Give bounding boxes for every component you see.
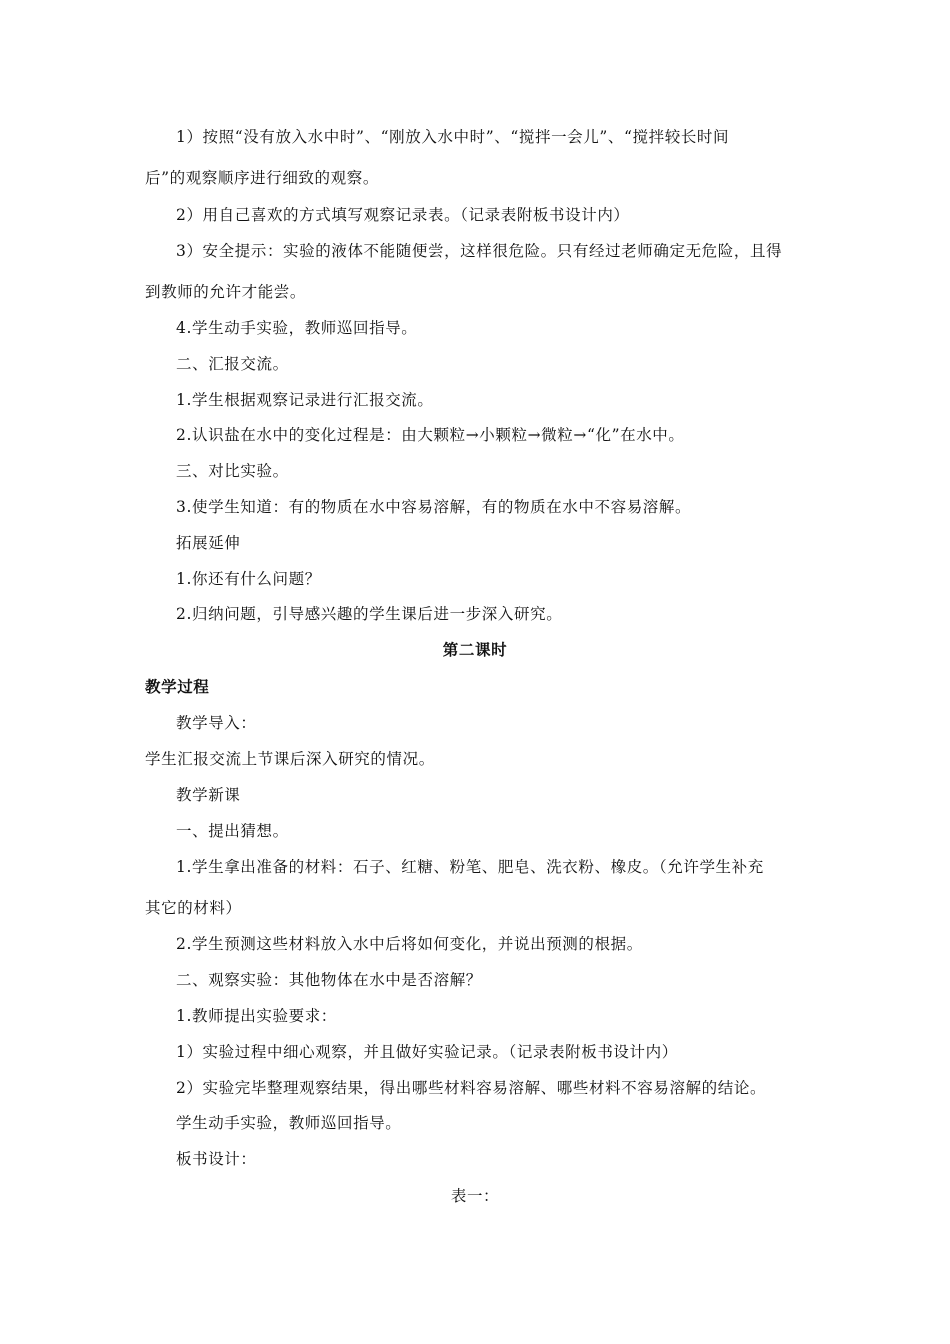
paragraph-line: 1.教师提出实验要求： bbox=[176, 1007, 337, 1025]
paragraph-line: 1.学生拿出准备的材料：石子、红糖、粉笔、肥皂、洗衣粉、橡皮。（允许学生补充 bbox=[176, 858, 764, 876]
paragraph-line: 1）实验过程中细心观察，并且做好实验记录。（记录表附板书设计内） bbox=[176, 1043, 678, 1061]
lesson-title: 第二课时 bbox=[442, 641, 508, 659]
paragraph-line: 后”的观察顺序进行细致的观察。 bbox=[145, 169, 379, 187]
section-heading: 二、观察实验：其他物体在水中是否溶解？ bbox=[176, 971, 482, 989]
paragraph-line: 其它的材料） bbox=[145, 899, 242, 917]
table-caption: 表一： bbox=[450, 1187, 500, 1205]
paragraph-line: 2.学生预测这些材料放入水中后将如何变化，并说出预测的根据。 bbox=[176, 935, 643, 953]
paragraph-line: 学生动手实验，教师巡回指导。 bbox=[176, 1114, 402, 1132]
paragraph-line: 2）用自己喜欢的方式填写观察记录表。（记录表附板书设计内） bbox=[176, 206, 630, 224]
paragraph-line: 3）安全提示：实验的液体不能随便尝，这样很危险。只有经过老师确定无危险，且得 bbox=[176, 242, 783, 260]
section-heading: 教学导入： bbox=[176, 714, 257, 732]
paragraph-line: 到教师的允许才能尝。 bbox=[145, 283, 307, 301]
section-heading: 拓展延伸 bbox=[176, 534, 241, 552]
paragraph-line: 2）实验完毕整理观察结果，得出哪些材料容易溶解、哪些材料不容易溶解的结论。 bbox=[176, 1079, 767, 1097]
paragraph-line: 1）按照“没有放入水中时”、“刚放入水中时”、“搅拌一会儿”、“搅拌较长时间 bbox=[176, 128, 730, 146]
section-heading: 板书设计： bbox=[176, 1150, 257, 1168]
section-heading: 二、汇报交流。 bbox=[176, 355, 289, 373]
section-title: 教学过程 bbox=[145, 678, 210, 696]
paragraph-line: 1.学生根据观察记录进行汇报交流。 bbox=[176, 391, 434, 409]
paragraph-line: 学生汇报交流上节课后深入研究的情况。 bbox=[145, 750, 435, 768]
paragraph-line: 4.学生动手实验，教师巡回指导。 bbox=[176, 319, 418, 337]
paragraph-line: 2.归纳问题，引导感兴趣的学生课后进一步深入研究。 bbox=[176, 605, 563, 623]
paragraph-line: 2.认识盐在水中的变化过程是：由大颗粒→小颗粒→微粒→“化”在水中。 bbox=[176, 426, 685, 444]
paragraph-line: 1.你还有什么问题？ bbox=[176, 570, 321, 588]
section-heading: 三、对比实验。 bbox=[176, 462, 289, 480]
paragraph-line: 3.使学生知道：有的物质在水中容易溶解，有的物质在水中不容易溶解。 bbox=[176, 498, 692, 516]
section-heading: 一、提出猜想。 bbox=[176, 822, 289, 840]
section-heading: 教学新课 bbox=[176, 786, 241, 804]
